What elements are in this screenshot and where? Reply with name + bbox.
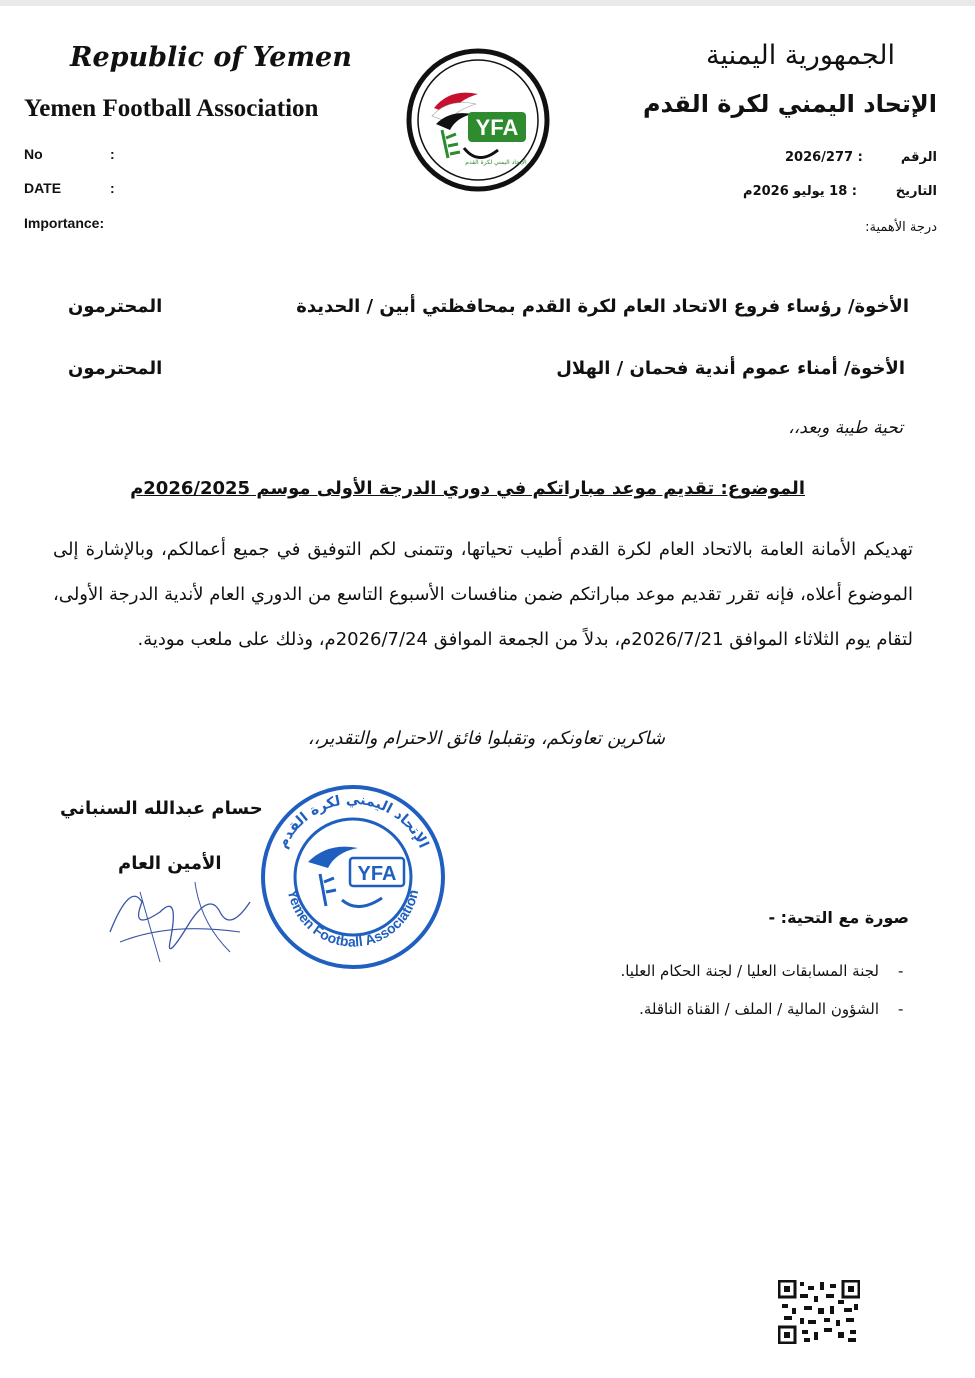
importance-label-en: Importance: [24, 215, 105, 231]
yfa-logo [406, 48, 550, 192]
importance-label-ar: درجة الأهمية: [865, 220, 937, 235]
signatory-title: الأمين العام [118, 853, 222, 874]
no-label-ar: الرقم [900, 150, 937, 165]
top-border [0, 0, 975, 6]
republic-ar: الجمهورية اليمنية [705, 40, 895, 71]
svg-text:الإتحاد اليمني لكرة القدم: الإتحاد اليمني لكرة القدم [274, 791, 432, 851]
republic-en: Republic of Yemen [70, 42, 352, 73]
handwritten-signature [100, 862, 270, 972]
body-paragraph: تهديكم الأمانة العامة بالاتحاد العام لكرة القدم أطيب تحياتها، وتتمنى لكم التوفيق في جميع أعمالكم، وبالإشارة إلى الموضوع أعلاه، فإنه تقرر تقديم موعد مباراتكم ضمن منافسات الأسبوع التاسع من الدوري العام لأندية الدرجة الأولى، لتقام يوم الثلاثاء الموافق 2026/7/21م، بدلاً من الجمعة الموافق 2026/7/24م، وذلك على ملعب مودية. [53, 539, 913, 650]
date-label-en: DATE [24, 180, 62, 196]
no-label-en: No [24, 146, 43, 162]
cc-title: صورة مع التحية: - [768, 908, 909, 927]
svg-text:الإتحاد اليمني لكرة القدم: الإتحاد اليمني لكرة القدم [465, 159, 527, 166]
svg-text:YFA: YFA [475, 115, 519, 140]
closing: شاكرين تعاونكم، وتقبلوا فائق الاحترام والتقدير،، [307, 728, 665, 749]
addressee-2: الأخوة/ أمناء عموم أندية فحمان / الهلال [556, 358, 905, 379]
date-label-ar: التاريخ [895, 184, 937, 199]
subject-line: الموضوع: تقديم موعد مباراتكم في دوري الدرجة الأولى موسم 2026/2025م [130, 478, 805, 499]
association-en: Yemen Football Association [24, 95, 319, 122]
no-value-ar: 2026/277 : [785, 150, 863, 165]
signatory-name: حسام عبدالله السنباني [60, 798, 263, 819]
addressee-1-honorific: المحترمون [68, 296, 163, 317]
date-value-ar: : 18 يوليو 2026م [743, 184, 857, 199]
svg-text:YFA: YFA [357, 863, 397, 885]
cc-bullet-2: - [898, 1000, 904, 1018]
addressee-1: الأخوة/ رؤساء فروع الاتحاد العام لكرة القدم بمحافظتي أبين / الحديدة [296, 296, 909, 317]
qr-code [778, 1280, 860, 1344]
cc-item-1: لجنة المسابقات العليا / لجنة الحكام العليا. [620, 962, 879, 980]
no-colon-en: : [110, 146, 115, 162]
date-colon-en: : [110, 180, 115, 196]
cc-bullet-1: - [898, 962, 904, 980]
greeting: تحية طيبة وبعد،، [788, 418, 903, 438]
svg-text:Yemen Football Association: Yemen Football Association [284, 887, 422, 950]
cc-item-2: الشؤون المالية / الملف / القناة الناقلة. [639, 1000, 879, 1018]
addressee-2-honorific: المحترمون [68, 358, 163, 379]
association-stamp [258, 782, 448, 972]
association-ar: الإتحاد اليمني لكرة القدم [642, 90, 937, 118]
